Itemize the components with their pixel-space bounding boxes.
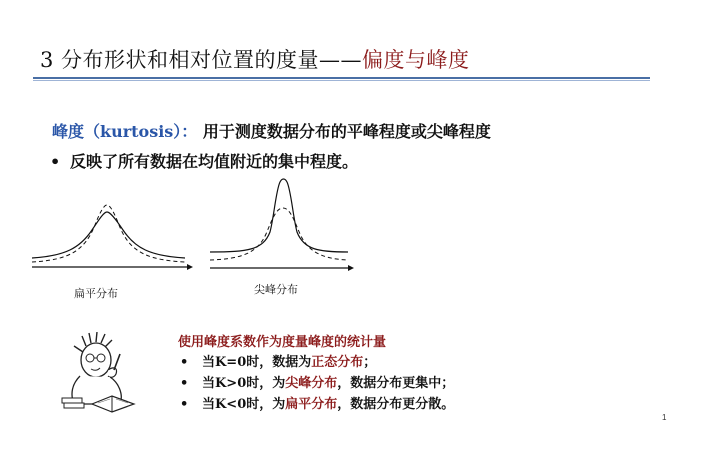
usage-item-text: 当K<0时，为	[202, 397, 286, 412]
peaked-axis-arrow	[348, 265, 354, 271]
flat-axis-arrow	[187, 264, 193, 270]
usage-item-suffix: ，数据分布更集中；	[337, 376, 455, 391]
bullet-concentration	[50, 149, 358, 172]
peaked-curve-solid	[210, 179, 348, 252]
flat-distribution-figure	[30, 190, 195, 275]
flat-curve-normal-dashed	[32, 205, 185, 262]
title-divider	[33, 77, 650, 79]
peaked-curve-normal-dashed	[210, 208, 348, 260]
student-thinking-icon	[58, 332, 168, 414]
title-accent: 偏度与峰度	[362, 48, 470, 72]
usage-item-emphasis: 扁平分布	[285, 397, 338, 412]
usage-heading: 使用峰度系数作为度量峰度的统计量	[178, 335, 387, 350]
bullet-text: 反映了所有数据在均值附近的集中程度。	[70, 152, 359, 171]
usage-bullet-marker: •	[180, 397, 189, 412]
usage-item-suffix: ，数据分布更分散。	[337, 397, 455, 412]
usage-item-normal	[180, 351, 376, 370]
slide-title	[40, 44, 470, 74]
usage-item-emphasis: 正态分布	[311, 355, 364, 370]
kurtosis-definition	[52, 119, 491, 142]
usage-item-text: 当K=0时，数据为	[202, 355, 312, 370]
bullet-marker: •	[50, 152, 61, 171]
usage-item-emphasis: 尖峰分布	[285, 376, 338, 391]
usage-bullet-marker: •	[180, 376, 189, 391]
flat-curve-solid	[32, 212, 185, 258]
peaked-distribution-figure	[208, 172, 358, 275]
title-main: 3 分布形状和相对位置的度量——	[40, 48, 363, 72]
usage-item-flat	[180, 393, 454, 412]
definition-term: 峰度（kurtosis）：	[52, 122, 198, 141]
page-number: 1	[662, 413, 667, 422]
peaked-caption: 尖峰分布	[254, 283, 298, 296]
usage-item-suffix: ；	[363, 355, 377, 370]
definition-text: 用于测度数据分布的平峰程度或尖峰程度	[202, 122, 491, 141]
usage-item-text: 当K>0时，为	[202, 376, 286, 391]
flat-caption: 扁平分布	[74, 287, 118, 300]
usage-item-peaked	[180, 372, 454, 391]
title-divider-thin	[33, 80, 650, 81]
usage-bullet-marker: •	[180, 355, 189, 370]
